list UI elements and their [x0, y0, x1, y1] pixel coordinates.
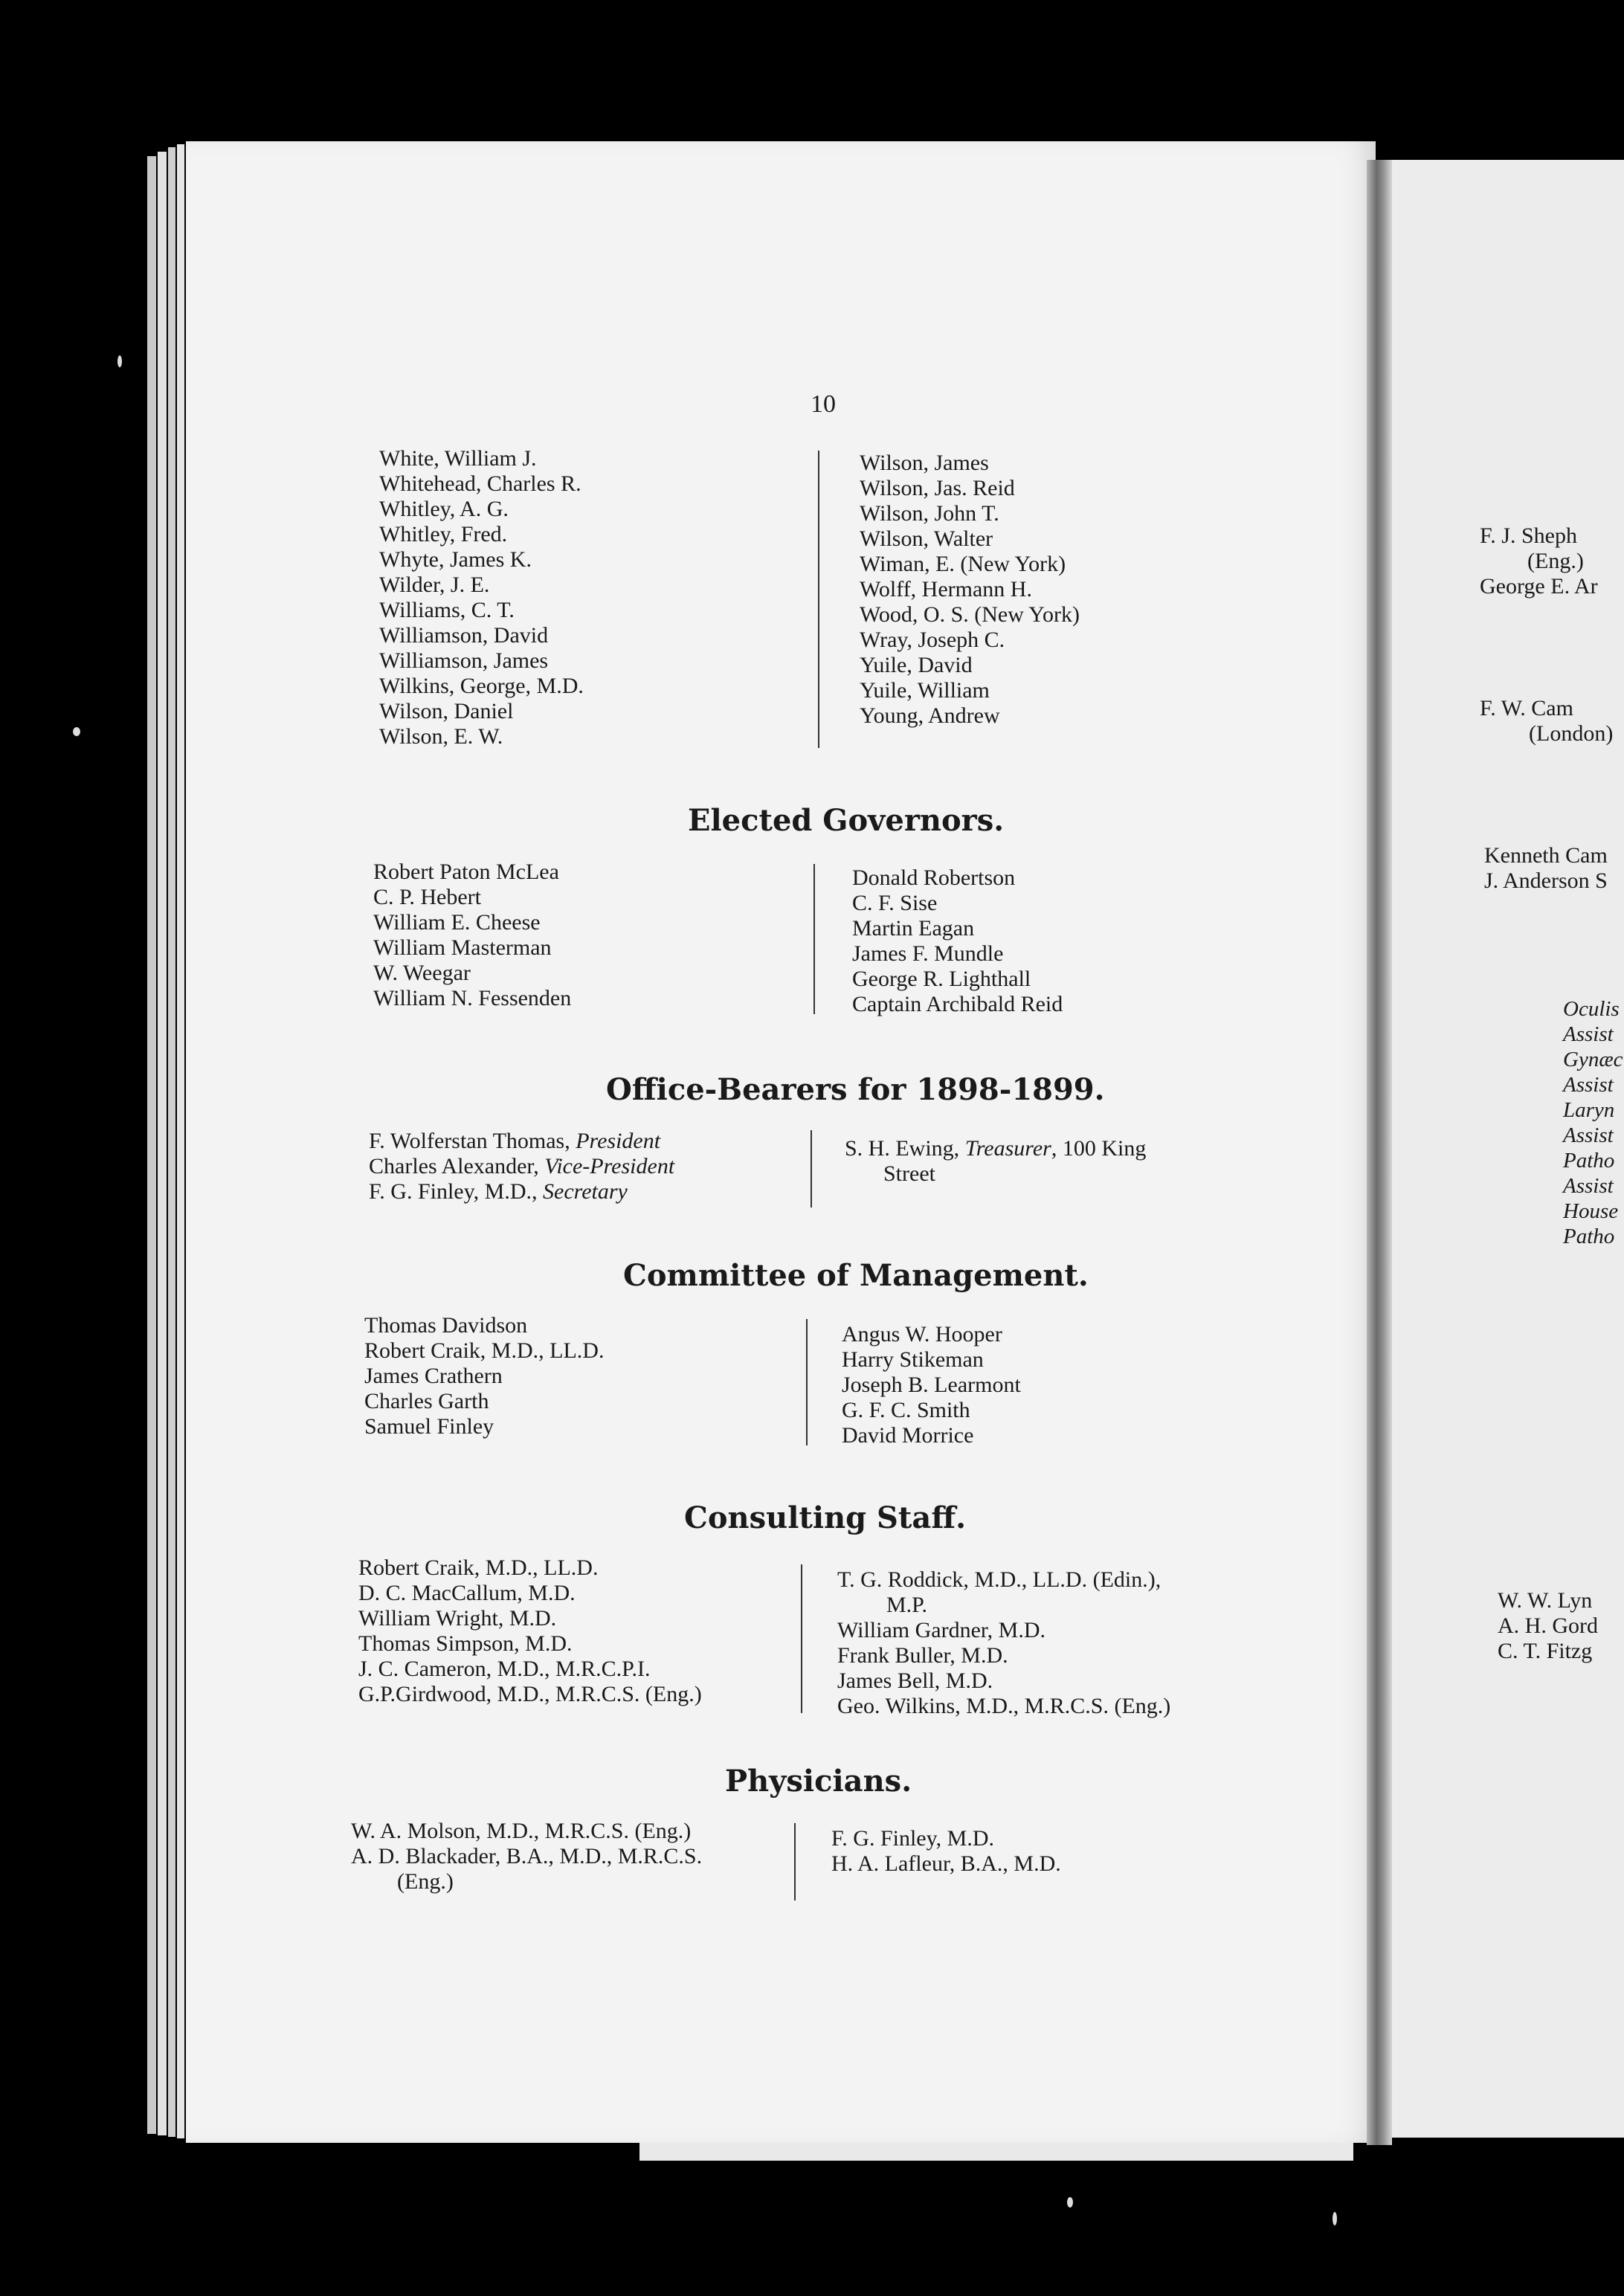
governor-name: William E. Cheese	[373, 910, 541, 935]
governor-name: C. F. Sise	[852, 891, 938, 915]
facing-page-role: Patho	[1563, 1149, 1615, 1173]
staff-member: William Gardner, M.D.	[837, 1618, 1046, 1642]
physician-name: H. A. Lafleur, B.A., M.D.	[831, 1851, 1061, 1876]
facing-page-role: Gynæc	[1563, 1048, 1623, 1071]
office-bearer-entry	[845, 1136, 1146, 1161]
staff-member: Geo. Wilkins, M.D., M.R.C.S. (Eng.)	[837, 1694, 1171, 1718]
committee-member: Robert Craik, M.D., LL.D.	[364, 1338, 605, 1363]
facing-page-text: C. T. Fitzg	[1498, 1639, 1593, 1663]
facing-page-role: Assist	[1563, 1123, 1614, 1147]
consulting-left-column	[358, 1555, 702, 1707]
staff-member: G.P.Girdwood, M.D., M.R.C.S. (Eng.)	[358, 1682, 702, 1706]
member-name: Wilson, Jas. Reid	[860, 476, 1015, 500]
facing-page-text: A. H. Gord	[1498, 1613, 1598, 1638]
governor-name: Robert Paton McLea	[373, 860, 559, 884]
governor-name: Captain Archibald Reid	[852, 992, 1063, 1016]
member-name: Williamson, David	[379, 623, 549, 648]
facing-page-role: Patho	[1563, 1225, 1615, 1248]
committee-member: G. F. C. Smith	[842, 1398, 970, 1422]
page-edge	[177, 144, 184, 2138]
physician-name: F. G. Finley, M.D.	[831, 1826, 995, 1851]
facing-page-role: Assist	[1563, 1073, 1614, 1097]
section-heading-elected-governors: Elected Governors.	[688, 803, 1005, 838]
scan-speck	[1333, 2212, 1337, 2225]
scan-speck	[73, 727, 80, 736]
member-name: Wolff, Hermann H.	[860, 577, 1032, 602]
facing-page-role: Assist	[1563, 1022, 1614, 1046]
office-bearer-role: Treasurer	[964, 1136, 1051, 1161]
staff-member: D. C. MacCallum, M.D.	[358, 1581, 576, 1605]
column-divider	[801, 1564, 802, 1713]
office-bearer-name: Charles Alexander,	[369, 1154, 545, 1178]
book-gutter	[1367, 160, 1392, 2145]
office-bearers-left-column	[369, 1129, 674, 1205]
committee-member: Joseph B. Learmont	[842, 1373, 1021, 1397]
section-heading-physicians: Physicians.	[725, 1764, 912, 1799]
staff-member: William Wright, M.D.	[358, 1606, 557, 1631]
governor-name: W. Weegar	[373, 961, 471, 985]
facing-page-text: Kenneth Cam	[1484, 843, 1608, 868]
facing-page-role: Oculis	[1563, 997, 1620, 1021]
office-bearer-address-cont: Street	[883, 1161, 935, 1186]
governor-name: Martin Eagan	[852, 916, 975, 941]
member-name: Whitley, A. G.	[379, 497, 509, 521]
page-number: 10	[811, 390, 836, 418]
member-name: Yuile, William	[860, 678, 990, 703]
scan-speck	[117, 355, 122, 367]
committee-member: James Crathern	[364, 1364, 503, 1388]
member-name: Wilson, Daniel	[379, 699, 514, 723]
committee-member: Charles Garth	[364, 1389, 489, 1413]
governors-left-column	[373, 860, 571, 1011]
page-edge	[158, 152, 167, 2135]
staff-member: Robert Craik, M.D., LL.D.	[358, 1555, 599, 1580]
facing-page-role: Laryn	[1563, 1098, 1615, 1122]
staff-member: T. G. Roddick, M.D., LL.D. (Edin.),	[837, 1567, 1161, 1592]
facing-page-text: (London)	[1529, 721, 1614, 746]
member-name: Yuile, David	[860, 653, 973, 677]
page-edge	[168, 147, 175, 2137]
members-right-column	[860, 451, 1080, 729]
facing-page-text: F. J. Sheph	[1480, 523, 1577, 548]
committee-right-column	[842, 1322, 1021, 1448]
staff-member: James Bell, M.D.	[837, 1668, 993, 1693]
office-bearer-role: Vice-President	[544, 1154, 675, 1178]
staff-member-cont: M.P.	[886, 1593, 928, 1617]
committee-member: Harry Stikeman	[842, 1347, 984, 1372]
facing-page-text: George E. Ar	[1480, 574, 1598, 599]
column-divider	[806, 1319, 808, 1445]
scan-speck	[1067, 2197, 1073, 2208]
member-name: Williams, C. T.	[379, 598, 515, 622]
office-bearer-entry	[369, 1154, 674, 1179]
member-name: Whitehead, Charles R.	[379, 471, 581, 496]
governor-name: C. P. Hebert	[373, 885, 481, 909]
member-name: Whitley, Fred.	[379, 522, 508, 546]
column-divider	[794, 1823, 796, 1900]
governor-name: George R. Lighthall	[852, 967, 1031, 991]
member-name: Young, Andrew	[860, 703, 1000, 728]
column-divider	[811, 1130, 812, 1207]
office-bearer-name: F. G. Finley, M.D.,	[369, 1179, 544, 1204]
staff-member: Frank Buller, M.D.	[837, 1643, 1008, 1668]
member-name: Wilson, James	[860, 451, 989, 475]
member-name: Wiman, E. (New York)	[860, 552, 1066, 576]
members-left-column	[379, 446, 584, 749]
physicians-left-column	[351, 1819, 702, 1894]
member-name: Wray, Joseph C.	[860, 628, 1005, 652]
column-divider	[813, 864, 815, 1014]
member-name: Wilder, J. E.	[379, 573, 490, 597]
page-bottom-edge	[639, 2141, 1353, 2161]
physician-name-cont: (Eng.)	[397, 1869, 454, 1894]
member-name: White, William J.	[379, 446, 537, 471]
facing-page-role: Assist	[1563, 1174, 1614, 1198]
column-divider	[818, 451, 819, 748]
office-bearer-role: Secretary	[543, 1179, 628, 1204]
office-bearer-entry	[369, 1179, 674, 1205]
office-bearers-right-column	[845, 1136, 1146, 1187]
governor-name: William N. Fessenden	[373, 986, 572, 1010]
office-bearer-name: F. Wolferstan Thomas,	[369, 1129, 576, 1153]
governor-name: Donald Robertson	[852, 865, 1016, 890]
facing-page-text: W. W. Lyn	[1498, 1588, 1593, 1613]
member-name: Wilson, John T.	[860, 501, 999, 526]
consulting-right-column	[837, 1567, 1170, 1719]
member-name: Whyte, James K.	[379, 547, 532, 572]
committee-member: Angus W. Hooper	[842, 1322, 1002, 1347]
committee-left-column	[364, 1313, 604, 1439]
page-edge	[147, 156, 156, 2134]
staff-member: J. C. Cameron, M.D., M.R.C.P.I.	[358, 1657, 651, 1681]
office-bearer-address: , 100 King	[1051, 1136, 1147, 1161]
office-bearer-name: S. H. Ewing,	[845, 1136, 965, 1161]
facing-page-text: (Eng.)	[1527, 549, 1584, 573]
committee-member: Thomas Davidson	[364, 1313, 528, 1338]
governors-right-column	[852, 865, 1063, 1017]
committee-member: Samuel Finley	[364, 1414, 494, 1439]
facing-page-text: F. W. Cam	[1480, 696, 1573, 720]
governor-name: James F. Mundle	[852, 941, 1004, 966]
office-bearer-entry	[369, 1129, 674, 1154]
staff-member: Thomas Simpson, M.D.	[358, 1631, 573, 1656]
section-heading-consulting-staff: Consulting Staff.	[684, 1500, 967, 1535]
physicians-right-column	[831, 1826, 1061, 1877]
section-heading-committee: Committee of Management.	[623, 1258, 1089, 1293]
member-name: Williamson, James	[379, 648, 549, 673]
physician-name: W. A. Molson, M.D., M.R.C.S. (Eng.)	[351, 1819, 692, 1843]
section-heading-office-bearers: Office-Bearers for 1898-1899.	[606, 1072, 1105, 1107]
member-name: Wilkins, George, M.D.	[379, 674, 584, 698]
member-name: Wilson, Walter	[860, 526, 993, 551]
member-name: Wood, O. S. (New York)	[860, 602, 1080, 627]
physician-name: A. D. Blackader, B.A., M.D., M.R.C.S.	[351, 1844, 703, 1868]
facing-page-role: House	[1563, 1199, 1619, 1223]
office-bearer-role: President	[576, 1129, 661, 1153]
facing-page-text: J. Anderson S	[1484, 868, 1608, 893]
committee-member: David Morrice	[842, 1423, 974, 1448]
member-name: Wilson, E. W.	[379, 724, 503, 749]
governor-name: William Masterman	[373, 935, 552, 960]
